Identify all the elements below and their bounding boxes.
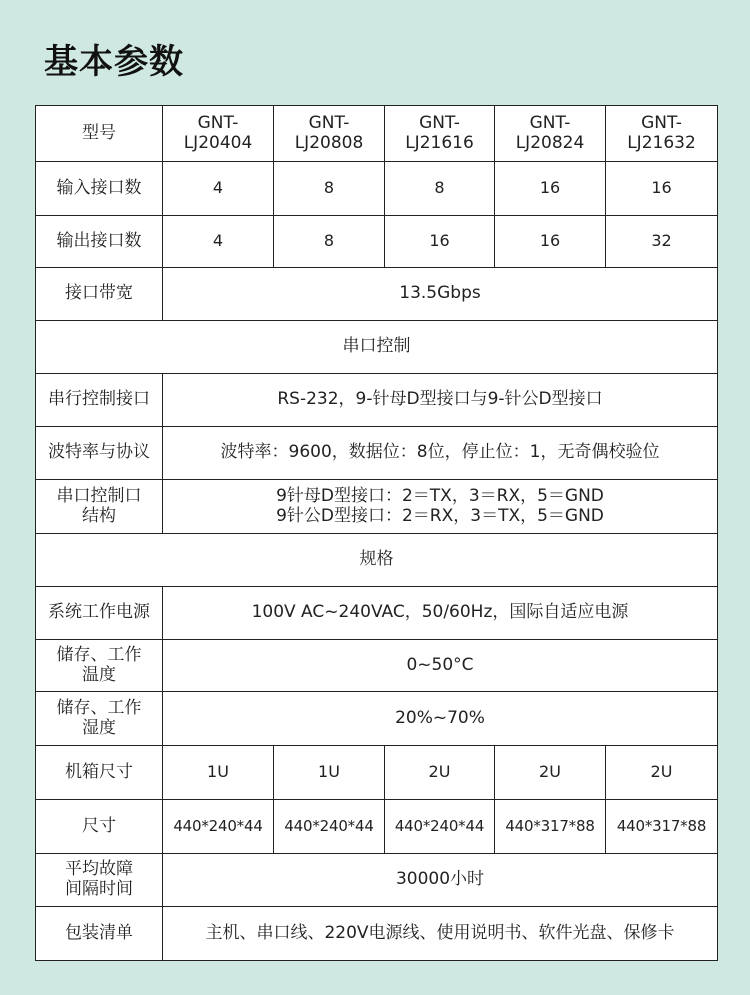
power-value: 100V AC~240VAC，50/60Hz，国际自适应电源 — [163, 587, 718, 640]
baud-row — [36, 427, 718, 480]
chassis-value: 1U — [274, 746, 385, 800]
input-ports-row — [36, 162, 718, 216]
power-row — [36, 587, 718, 640]
input-ports-value: 16 — [495, 162, 606, 216]
chassis-value: 2U — [385, 746, 495, 800]
serial-section-heading: 串口控制 — [36, 321, 718, 374]
package-label: 包装清单 — [36, 907, 163, 961]
serial-structure-value: 9针母D型接口：2＝TX，3＝RX，5＝GND 9针公D型接口：2＝RX，3＝TX，5＝GND — [163, 480, 718, 534]
output-ports-label: 输出接口数 — [36, 216, 163, 268]
bandwidth-value: 13.5Gbps — [163, 268, 718, 321]
temperature-row — [36, 640, 718, 692]
size-value: 440*240*44 — [163, 800, 274, 854]
output-ports-value: 32 — [606, 216, 718, 268]
humidity-label: 储存、工作 湿度 — [36, 692, 163, 746]
package-value: 主机、串口线、220V电源线、使用说明书、软件光盘、保修卡 — [163, 907, 718, 961]
humidity-value: 20%~70% — [163, 692, 718, 746]
model-label: 型号 — [36, 106, 163, 162]
bandwidth-row — [36, 268, 718, 321]
power-label: 系统工作电源 — [36, 587, 163, 640]
serial-section-row — [36, 321, 718, 374]
humidity-row — [36, 692, 718, 746]
temperature-value: 0~50°C — [163, 640, 718, 692]
serial-interface-row — [36, 374, 718, 427]
output-ports-value: 16 — [495, 216, 606, 268]
size-value: 440*317*88 — [606, 800, 718, 854]
serial-structure-label: 串口控制口 结构 — [36, 480, 163, 534]
model-cell: GNT- LJ20404 — [163, 106, 274, 162]
serial-structure-row — [36, 480, 718, 534]
chassis-value: 2U — [495, 746, 606, 800]
size-label: 尺寸 — [36, 800, 163, 854]
input-ports-value: 8 — [274, 162, 385, 216]
model-cell: GNT- LJ20824 — [495, 106, 606, 162]
size-value: 440*317*88 — [495, 800, 606, 854]
spec-table — [35, 105, 718, 961]
mtbf-row — [36, 854, 718, 907]
size-value: 440*240*44 — [274, 800, 385, 854]
chassis-row — [36, 746, 718, 800]
chassis-value: 2U — [606, 746, 718, 800]
baud-label: 波特率与协议 — [36, 427, 163, 480]
temperature-label: 储存、工作 温度 — [36, 640, 163, 692]
chassis-label: 机箱尺寸 — [36, 746, 163, 800]
page-title: 基本参数 — [44, 42, 184, 82]
input-ports-value: 8 — [385, 162, 495, 216]
mtbf-label: 平均故障 间隔时间 — [36, 854, 163, 907]
mtbf-value: 30000小时 — [163, 854, 718, 907]
serial-interface-label: 串行控制接口 — [36, 374, 163, 427]
size-row — [36, 800, 718, 854]
baud-value: 波特率：9600，数据位：8位，停止位：1，无奇偶校验位 — [163, 427, 718, 480]
input-ports-label: 输入接口数 — [36, 162, 163, 216]
model-cell: GNT- LJ21616 — [385, 106, 495, 162]
model-cell: GNT- LJ20808 — [274, 106, 385, 162]
spec-section-row — [36, 534, 718, 587]
input-ports-value: 16 — [606, 162, 718, 216]
output-ports-row — [36, 216, 718, 268]
output-ports-value: 16 — [385, 216, 495, 268]
output-ports-value: 8 — [274, 216, 385, 268]
serial-interface-value: RS-232，9-针母D型接口与9-针公D型接口 — [163, 374, 718, 427]
bandwidth-label: 接口带宽 — [36, 268, 163, 321]
package-row — [36, 907, 718, 961]
model-cell: GNT- LJ21632 — [606, 106, 718, 162]
model-row — [36, 106, 718, 162]
output-ports-value: 4 — [163, 216, 274, 268]
size-value: 440*240*44 — [385, 800, 495, 854]
chassis-value: 1U — [163, 746, 274, 800]
input-ports-value: 4 — [163, 162, 274, 216]
spec-section-heading: 规格 — [36, 534, 718, 587]
